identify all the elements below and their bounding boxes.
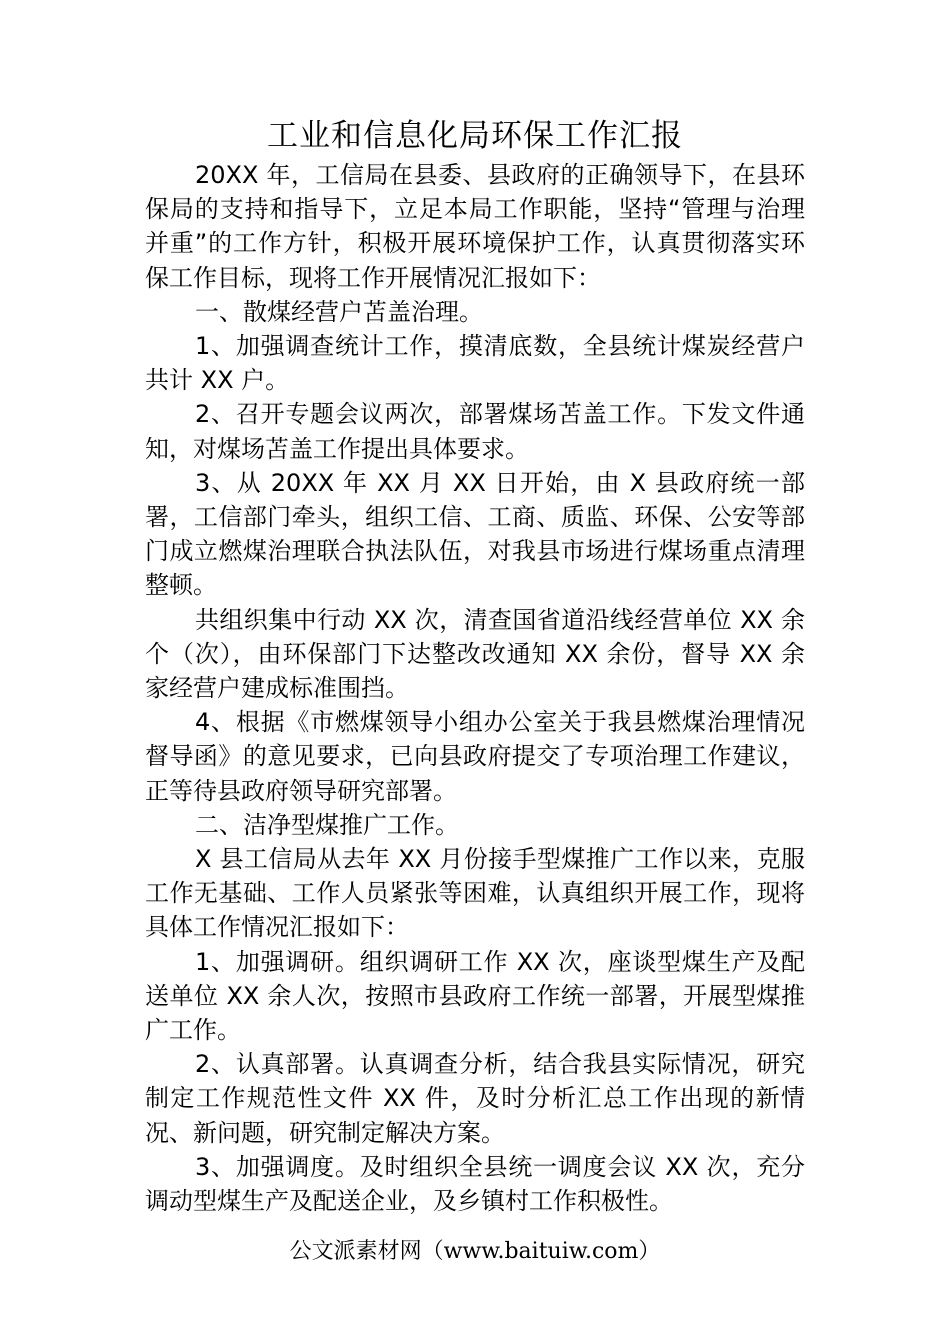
- paragraph: 1、加强调查统计工作，摸清底数，全县统计煤炭经营户共计 XX 户。: [145, 332, 805, 395]
- paragraph: 2、召开专题会议两次，部署煤场苫盖工作。下发文件通知，对煤场苫盖工作提出具体要求。: [145, 400, 805, 463]
- paragraph: 2、认真部署。认真调查分析，结合我县实际情况，研究制定工作规范性文件 XX 件，及时分析汇总工作出现的新情况、新问题，研究制定解决方案。: [145, 1050, 805, 1147]
- document-title: 工业和信息化局环保工作汇报: [267, 118, 683, 154]
- paragraph: 3、从 20XX 年 XX 月 XX 日开始，由 X 县政府统一部署，工信部门牵头，组织工信、工商、质监、环保、公安等部门成立燃煤治理联合执法队伍，对我县市场进行煤场重点清理整顿。: [145, 468, 805, 600]
- footer-watermark: 公文派素材网（www.baituiw.com）: [289, 1239, 661, 1264]
- document-body: [145, 158, 805, 1218]
- paragraph: 1、加强调研。组织调研工作 XX 次，座谈型煤生产及配送单位 XX 余人次，按照市县政府工作统一部署，开展型煤推广工作。: [145, 947, 805, 1045]
- paragraph-intro: 20XX 年，工信局在县委、县政府的正确领导下，在县环保局的支持和指导下，立足本局工作职能，坚持“管理与治理并重”的工作方针，积极开展环境保护工作，认真贯彻落实环保工作目标，现将工作开展情况汇报如下：: [145, 161, 805, 292]
- section-heading-2: 二、洁净型煤推广工作。: [195, 810, 459, 839]
- paragraph: 3、加强调度。及时组织全县统一调度会议 XX 次，充分调动型煤生产及配送企业，及乡镇村工作积极性。: [145, 1152, 805, 1216]
- paragraph: 4、根据《市燃煤领导小组办公室关于我县燃煤治理情况督导函》的意见要求，已向县政府提交了专项治理工作建议，正等待县政府领导研究部署。: [145, 708, 805, 805]
- section-heading-1: 一、散煤经营户苫盖治理。: [195, 297, 483, 326]
- paragraph: 共组织集中行动 XX 次，清查国省道沿线经营单位 XX 余个（次），由环保部门下达整改改通知 XX 余份，督导 XX 余家经营户建成标准围挡。: [145, 605, 805, 703]
- paragraph: X 县工信局从去年 XX 月份接手型煤推广工作以来，克服工作无基础、工作人员紧张等困难，认真组织开展工作，现将具体工作情况汇报如下：: [145, 845, 805, 942]
